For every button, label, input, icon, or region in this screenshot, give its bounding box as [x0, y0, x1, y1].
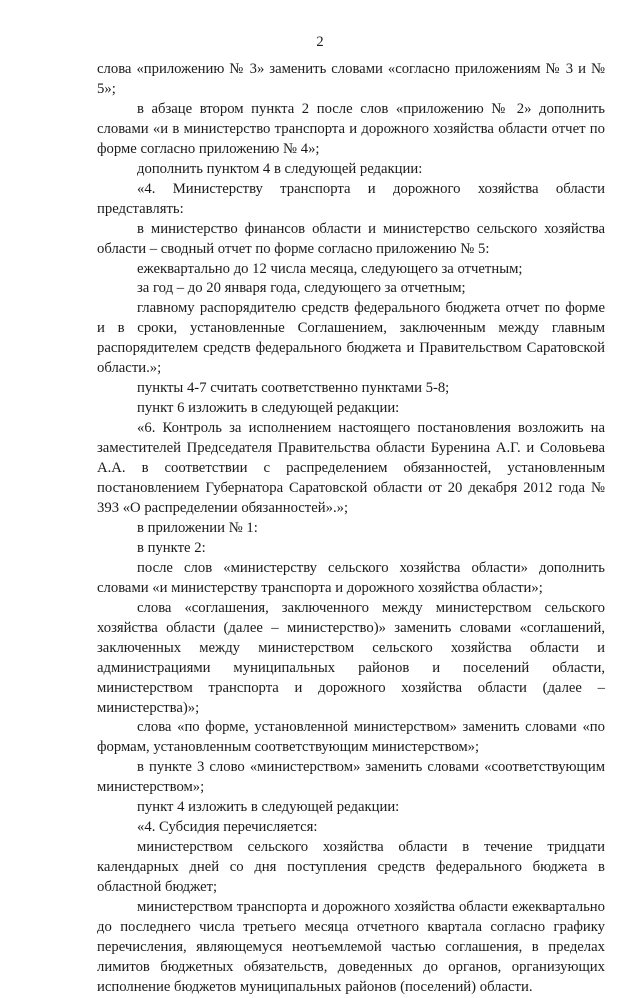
paragraph: пункт 4 изложить в следующей редакции:: [137, 799, 400, 816]
paragraph: в пункте 3 слово «министерством» заменить словами «соответствующим министерством»;: [97, 759, 605, 796]
paragraph: в абзаце втором пункта 2 после слов «приложению № 2» дополнить словами «и в министерство транспорта и дорожного хозяйства области отчет по форме согласно приложению № 4»;: [97, 100, 605, 157]
paragraph: после слов «министерству сельского хозяйства области» дополнить словами «и министерству транспорта и дорожного хозяйства области»;: [97, 559, 605, 596]
paragraph: главному распорядителю средств федерального бюджета отчет по форме и в сроки, установленные Соглашением, заключенным между главным распорядителем средств федерального бюджета и Правительством Саратовской области.»;: [97, 300, 605, 377]
paragraph: слова «по форме, установленной министерством» заменить словами «по формам, установленным соответствующим министерством»;: [97, 719, 605, 756]
paragraph: пункты 4-7 считать соответственно пунктами 5-8;: [137, 380, 450, 397]
paragraph: пункт 6 изложить в следующей редакции:: [137, 400, 400, 417]
paragraph: в приложении № 1:: [137, 519, 258, 536]
page-number: 2: [316, 34, 324, 50]
document-body: [97, 60, 605, 998]
paragraph: слова «соглашения, заключенного между министерством сельского хозяйства области (далее – министерство)» заменить словами «соглашений, заключенных между министерством сельского хозяйства области и администрациями муниципальных районов и поселений области, министерством транспорта и дорожного хозяйства области (далее – министерства)»;: [97, 599, 605, 716]
paragraph: в министерство финансов области и министерство сельского хозяйства области – сводный отчет по форме согласно приложению № 5:: [97, 220, 605, 257]
paragraph: министерством транспорта и дорожного хозяйства области ежеквартально до последнего числа третьего месяца отчетного квартала согласно графику перечисления, являющемуся неотъемлемой частью соглашения, в пределах лимитов бюджетных обязательств, доведенных до органов, организующих исполнение бюджетов муниципальных районов (поселений) области.: [97, 899, 605, 995]
paragraph: министерством сельского хозяйства области в течение тридцати календарных дней со дня поступления средств федерального бюджета в областной бюджет;: [97, 839, 605, 896]
paragraph: слова «приложению № 3» заменить словами «согласно приложениям № 3 и № 5»;: [97, 61, 605, 97]
paragraph: дополнить пунктом 4 в следующей редакции:: [137, 160, 423, 177]
paragraph: за год – до 20 января года, следующего за отчетным;: [137, 280, 466, 297]
paragraph: ежеквартально до 12 числа месяца, следующего за отчетным;: [137, 260, 523, 277]
paragraph: «4. Министерству транспорта и дорожного хозяйства области представлять:: [97, 180, 605, 217]
paragraph: «6. Контроль за исполнением настоящего постановления возложить на заместителей Председателя Правительства области Буренина А.Г. и Соловьева А.А. в соответствии с распределением обязанностей, установленным постановлением Губернатора Саратовской области от 20 декабря 2012 года № 393 «О распределении обязанностей».»;: [97, 420, 605, 516]
paragraph: «4. Субсидия перечисляется:: [137, 819, 318, 836]
paragraph: в пункте 2:: [137, 539, 206, 556]
